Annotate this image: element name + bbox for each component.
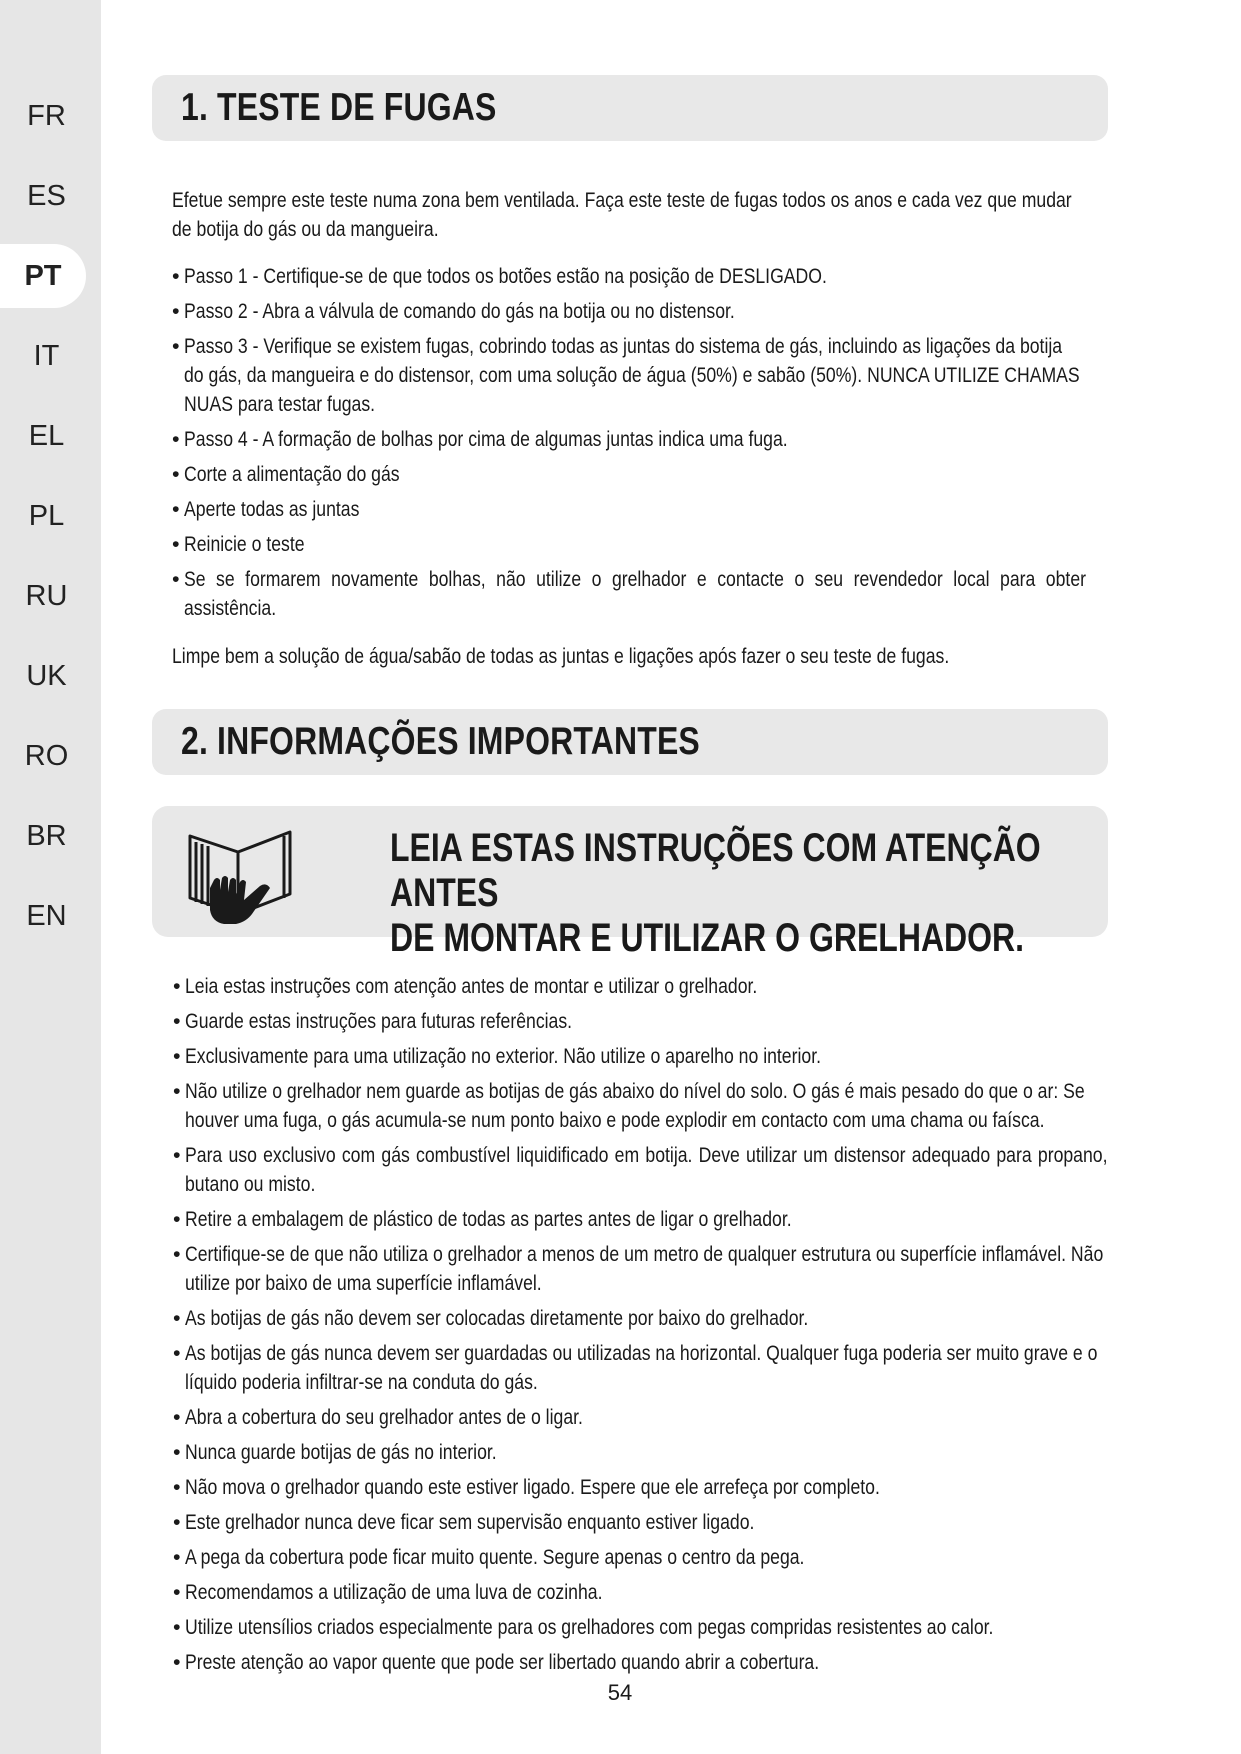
list-item: • Recomendamos a utilização de uma luva de cozinha. — [173, 1578, 1107, 1607]
list-item: • Passo 2 - Abra a válvula de comando do gás na botija ou no distensor. — [172, 297, 1085, 326]
read-instructions-warning — [152, 806, 1108, 960]
lang-tab-pl[interactable]: PL — [28, 499, 65, 532]
lang-tab-it[interactable]: IT — [33, 339, 60, 372]
lang-tab-pt[interactable]: PT — [0, 244, 86, 308]
list-item: • Guarde estas instruções para futuras referências. — [173, 1007, 1107, 1036]
section-1-outro: Limpe bem a solução de água/sabão de todas as juntas e ligações após fazer o seu teste de fugas. — [172, 644, 950, 668]
list-item: • Certifique-se de que não utiliza o grelhador a menos de um metro de qualquer estrutura ou superfície inflamável. Não utilize por baixo de uma superfície inflamável. — [173, 1240, 1107, 1298]
list-item: • As botijas de gás nunca devem ser guardadas ou utilizadas na horizontal. Qualquer fuga poderia ser muito grave e o líquido poderia infiltrar-se na conduta do gás. — [173, 1339, 1107, 1397]
section-2-header — [152, 709, 1108, 775]
list-item: • Exclusivamente para uma utilização no exterior. Não utilize o aparelho no interior. — [173, 1042, 1107, 1071]
list-item: • Aperte todas as juntas — [172, 495, 1085, 524]
lang-tab-el[interactable]: EL — [28, 419, 65, 452]
read-manual-icon — [180, 818, 300, 928]
warning-text: LEIA ESTAS INSTRUÇÕES COM ATENÇÃO ANTES DE MONTAR E UTILIZAR O GRELHADOR. — [390, 826, 1041, 960]
page-number: 54 — [607, 1680, 633, 1705]
lang-tab-fr[interactable]: FR — [27, 99, 66, 132]
list-item: • Passo 4 - A formação de bolhas por cima de algumas juntas indica uma fuga. — [172, 425, 1085, 454]
list-item: • Passo 3 - Verifique se existem fugas, cobrindo todas as juntas do sistema de gás, incluindo as ligações da botija do gás, da mangueira e do distensor, com uma solução de água (50%) e sabão (50%). NUNCA UTILIZE CHAMAS NUAS para testar fugas. — [172, 332, 1085, 419]
list-item: • Abra a cobertura do seu grelhador antes de o ligar. — [173, 1403, 1107, 1432]
list-item: • A pega da cobertura pode ficar muito quente. Segure apenas o centro da pega. — [173, 1543, 1107, 1572]
section-2-title: 2. INFORMAÇÕES IMPORTANTES — [181, 720, 700, 763]
list-item: • Corte a alimentação do gás — [172, 460, 1085, 489]
leak-test-steps — [172, 262, 1085, 629]
list-item: • Preste atenção ao vapor quente que pode ser libertado quando abrir a cobertura. — [173, 1648, 1107, 1677]
list-item: • Não utilize o grelhador nem guarde as botijas de gás abaixo do nível do solo. O gás é mais pesado do que o ar: Se houver uma fuga, o gás acumula-se num ponto baixo e pode explodir em contacto com uma chama ou faísca. — [173, 1077, 1107, 1135]
section-1-intro: Efetue sempre este teste numa zona bem ventilada. Faça este teste de fugas todos os anos e cada vez que mudar de botija do gás ou da mangueira. — [172, 188, 1072, 241]
section-1-header — [152, 75, 1108, 141]
list-item: • Reinicie o teste — [172, 530, 1085, 559]
list-item: • Passo 1 - Certifique-se de que todos os botões estão na posição de DESLIGADO. — [172, 262, 1085, 291]
lang-tab-uk[interactable]: UK — [26, 659, 67, 692]
language-sidebar — [0, 0, 101, 1754]
list-item: • As botijas de gás não devem ser colocadas diretamente por baixo do grelhador. — [173, 1304, 1107, 1333]
list-item: • Leia estas instruções com atenção antes de montar e utilizar o grelhador. — [173, 972, 1107, 1001]
list-item: • Nunca guarde botijas de gás no interior. — [173, 1438, 1107, 1467]
lang-tab-br[interactable]: BR — [26, 819, 67, 852]
list-item: • Para uso exclusivo com gás combustível liquidificado em botija. Deve utilizar um distensor adequado para propano, butano ou misto. — [173, 1141, 1107, 1199]
section-1-title: 1. TESTE DE FUGAS — [181, 86, 497, 129]
list-item: • Se se formarem novamente bolhas, não utilize o grelhador e contacte o seu revendedor local para obter assistência. — [172, 565, 1085, 623]
safety-items — [173, 972, 1107, 1683]
list-item: • Não mova o grelhador quando este estiver ligado. Espere que ele arrefeça por completo. — [173, 1473, 1107, 1502]
lang-tab-ru[interactable]: RU — [25, 579, 68, 612]
list-item: • Utilize utensílios criados especialmente para os grelhadores com pegas compridas resistentes ao calor. — [173, 1613, 1107, 1642]
list-item: • Retire a embalagem de plástico de todas as partes antes de ligar o grelhador. — [173, 1205, 1107, 1234]
lang-tab-ro[interactable]: RO — [24, 739, 69, 772]
lang-tab-en[interactable]: EN — [26, 899, 67, 932]
list-item: • Este grelhador nunca deve ficar sem supervisão enquanto estiver ligado. — [173, 1508, 1107, 1537]
lang-tab-es[interactable]: ES — [27, 179, 66, 212]
